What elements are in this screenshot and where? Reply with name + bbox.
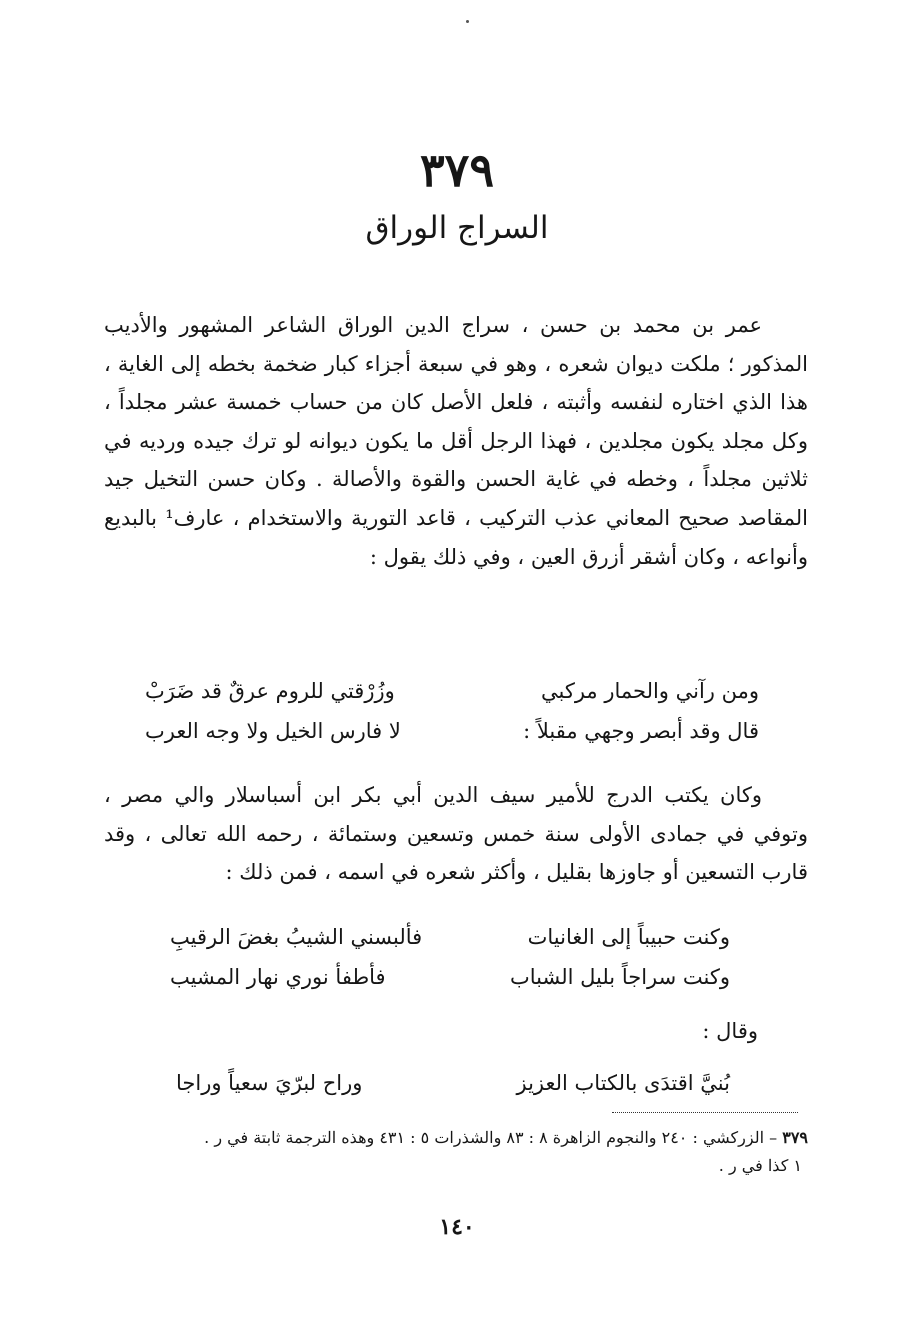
paragraph-line: المذكور ؛ ملكت ديوان شعره ، وهو في سبعة أجزاء كبار ضخمة بخطه [207, 351, 809, 376]
poem-verses-blue-eyes [145, 672, 759, 752]
entry-number: ٣٧٩ [419, 143, 495, 197]
verse-first-hemistich: بُنيَّ اقتدَى بالكتاب العزيز [516, 1071, 730, 1095]
footnotes [104, 1124, 808, 1180]
footnote-divider [612, 1112, 798, 1113]
footnote-note: ١ كذا في ر . [718, 1156, 802, 1175]
verse-second-hemistich: وراح لبرّيَ سعياً وراجا [176, 1071, 363, 1095]
page-number: ١٤٠ [439, 1214, 475, 1240]
paragraph-line: العين ، وفي ذلك يقول : [369, 544, 576, 569]
paragraph-line: إلى الغاية ، هذا الذي اختاره لنفسه وأثبته ، فلعل الأصل كان من حساب [104, 351, 808, 415]
verse-first-hemistich: وكنت حبيباً إلى الغانيات [527, 925, 730, 949]
poem-verses-son [176, 1064, 730, 1104]
verse-line [145, 712, 759, 752]
verse-second-hemistich: فألبسني الشيبُ بغضَ الرقيبِ [170, 925, 423, 949]
career-paragraph [104, 776, 808, 892]
paragraph-line: وقد قارب التسعين أو جاوزها بقليل ، وأكثر شعره في اسمه ، فمن ذلك : [104, 821, 808, 885]
verse-line [170, 918, 730, 958]
verse-second-hemistich: لا فارس الخيل ولا وجه العرب [145, 719, 401, 743]
and-he-said-label: وقال : [702, 1019, 758, 1043]
footnote-entry-number: ٣٧٩ [782, 1128, 808, 1147]
verse-first-hemistich: وكنت سراجاً بليل الشباب [509, 965, 730, 989]
paragraph-line: وكان يكتب الدرج للأمير سيف الدين أبي بكر ابن أسباسلار والي [174, 783, 763, 807]
poem-verses-lamp [170, 918, 730, 998]
verse-line [176, 1064, 730, 1104]
paragraph-line: خمسة عشر مجلداً ، وكل مجلد يكون مجلدين ، فهذا الرجل أقل ما يكون [104, 390, 808, 453]
biography-paragraph [104, 306, 808, 576]
verse-first-hemistich: ومن رآني والحمار مركبي [540, 679, 759, 703]
paragraph-line: قاعد التورية والاستخدام ، عارف¹ بالبديع وأنواعه ، وكان أشقر أزرق [104, 505, 808, 569]
verse-second-hemistich: فأطفأ نوري نهار المشيب [170, 965, 386, 989]
paragraph-line: عمر بن محمد بن حسن ، سراج الدين الوراق الشاعر المشهور والأديب [104, 313, 762, 337]
paragraph-line: مصر ، وتوفي في جمادى الأولى سنة خمس وتسعين وستمائة ، رحمه الله تعالى ، [104, 783, 808, 846]
verse-line [170, 958, 730, 998]
paragraph-line: ديوانه لو ترك جيده ورديه في ثلاثين مجلداً ، وخطه في غاية الحسن والقوة [104, 428, 808, 492]
paragraph-line: والأصالة . وكان حسن التخيل جيد المقاصد صحيح المعاني عذب التركيب ، [104, 467, 808, 530]
footnote-sources [104, 1124, 808, 1152]
verse-first-hemistich: قال وقد أبصر وجهي مقبلاً : [523, 719, 759, 743]
verse-line [145, 672, 759, 712]
paper-speck [466, 20, 469, 23]
entry-title: السراج الوراق [365, 210, 549, 246]
verse-second-hemistich: وزُرْقتي للروم عرقٌ قد ضَرَبْ [145, 679, 395, 703]
footnote-sources-text: – الزركشي : ٢٤٠ والنجوم الزاهرة ٨ : ٨٣ والشذرات ٥ : ٤٣١ وهذه الترجمة ثابتة في ر . [204, 1128, 783, 1147]
